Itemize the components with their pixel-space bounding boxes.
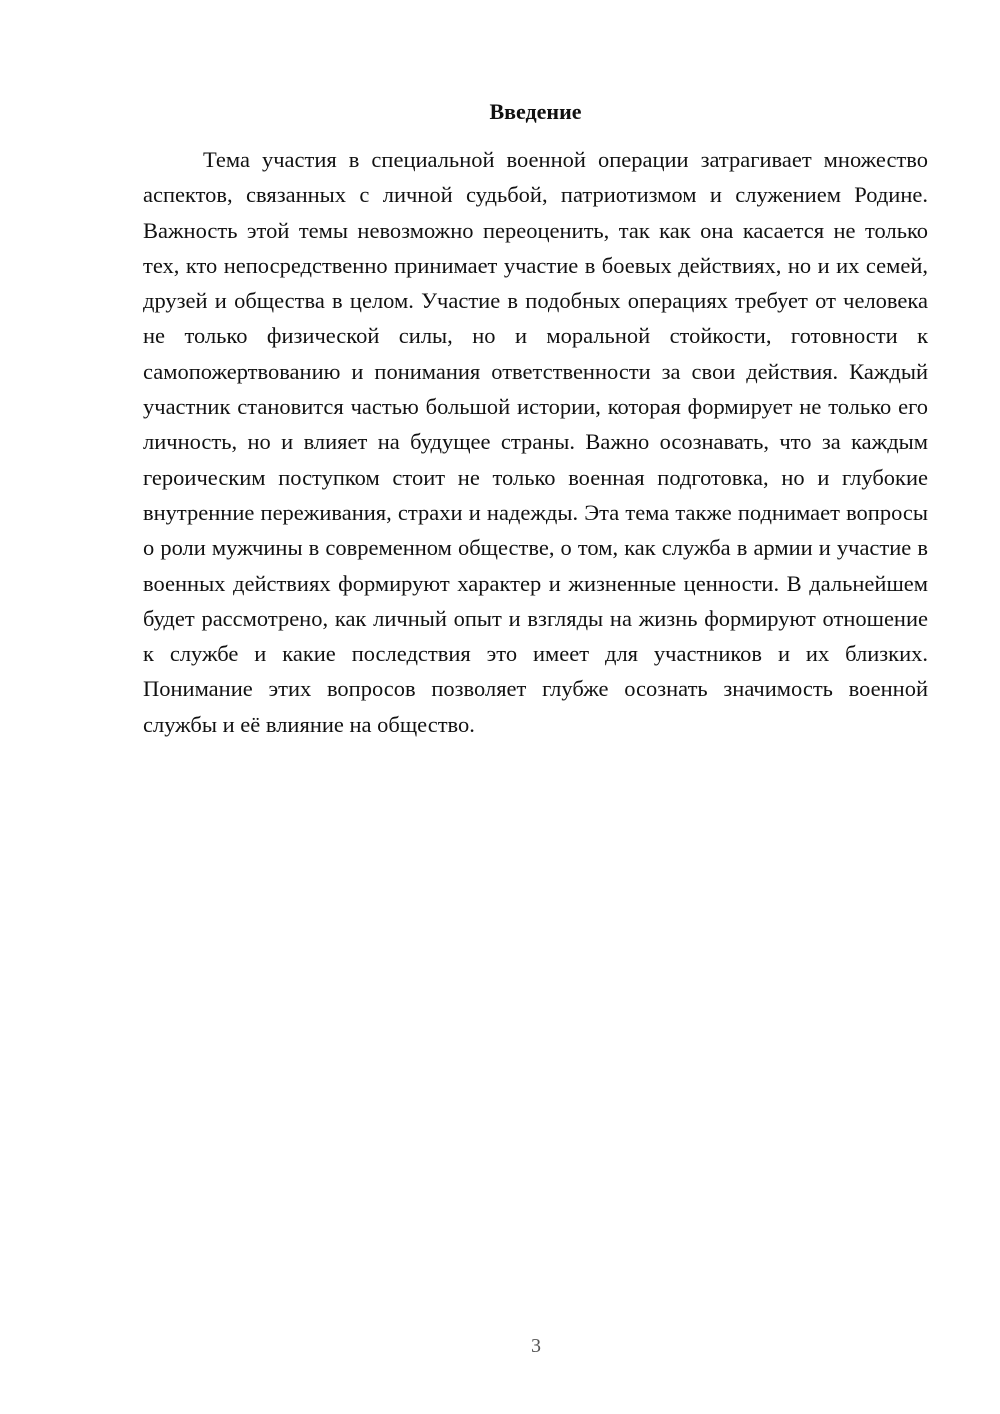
section-title: Введение	[489, 99, 582, 124]
page-number: 3	[531, 1335, 541, 1357]
body-paragraph: Тема участия в специальной военной операции затрагивает множество аспектов, связанных с личной судьбой, патриотизмом и служением Родине. Важность этой темы невозможно переоценить, так как она касается не только тех, кто непосредственно принимает участие в боевых действиях, но и их семей, друзей и общества в целом. Участие в подобных операциях требует от человека не только физической силы, но и моральной стойкости, готовности к самопожертвованию и понимания ответственности за свои действия. Каждый участник становится частью большой истории, которая формирует не только его личность, но и влияет на будущее страны. Важно осознавать, что за каждым героическим поступком стоит не только военная подготовка, но и глубокие внутренние переживания, страхи и надежды. Эта тема также поднимает вопросы о роли мужчины в современном обществе, о том, как служба в армии и участие в военных действиях формируют характер и жизненные ценности. В дальнейшем будет рассмотрено, как личный опыт и взгляды на жизнь формируют отношение к службе и какие последствия это имеет для участников и их близких. Понимание этих вопросов позволяет глубже осознать значимость военной службы и её влияние на общество.	[143, 147, 928, 737]
